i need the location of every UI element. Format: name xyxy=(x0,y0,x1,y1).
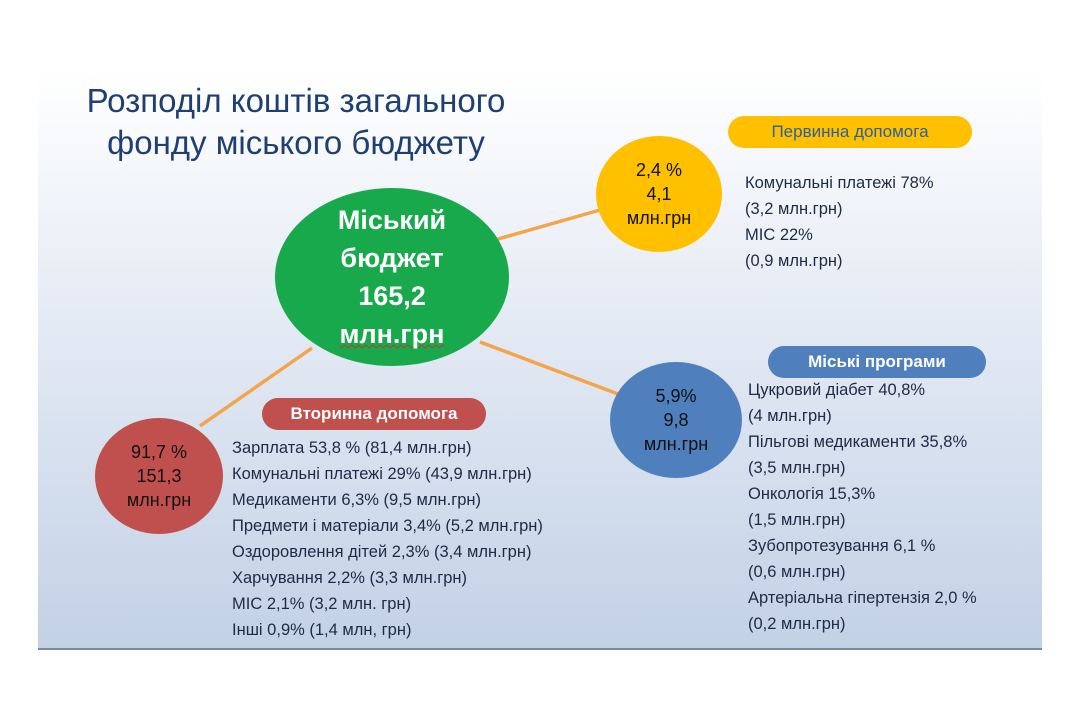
primary-care-circle xyxy=(596,136,722,252)
list-item: (3,5 млн.грн) xyxy=(748,459,846,477)
primary-care-label: Первинна допомога xyxy=(728,116,972,148)
title-line-1: Розподіл коштів загального xyxy=(86,82,506,119)
list-item: Харчування 2,2% (3,3 млн.грн) xyxy=(232,569,468,587)
list-item: (1,5 млн.грн) xyxy=(748,511,846,529)
secondary-amount: 151,3 xyxy=(136,466,182,486)
programs-percent: 5,9% xyxy=(655,386,697,406)
list-item: Пільгові медикаменти 35,8% xyxy=(748,433,968,451)
list-item: Комунальні платежі 29% (43,9 млн.грн) xyxy=(232,465,532,483)
secondary-care-list xyxy=(232,435,543,643)
list-item: Інші 0,9% (1,4 млн, грн) xyxy=(232,621,412,639)
secondary-unit: млн.грн xyxy=(126,490,192,510)
center-line-1: Міський xyxy=(337,205,447,235)
list-item: Комунальні платежі 78% xyxy=(745,174,934,192)
list-item: Предмети і матеріали 3,4% (5,2 млн.грн) xyxy=(232,517,543,535)
primary-unit: млн.грн xyxy=(626,208,692,228)
city-programs-label: Міські програми xyxy=(768,346,986,378)
list-item: Зубопротезування 6,1 % xyxy=(748,537,936,555)
list-item: Оздоровлення дітей 2,3% (3,4 млн.грн) xyxy=(232,543,532,561)
primary-amount: 4,1 xyxy=(646,184,672,204)
secondary-care-circle xyxy=(95,418,223,534)
programs-unit: млн.грн xyxy=(643,434,709,454)
city-budget-circle xyxy=(275,188,509,366)
center-line-4: млн.грн xyxy=(339,319,445,349)
programs-amount: 9,8 xyxy=(663,410,689,430)
list-item: (0,6 млн.грн) xyxy=(748,563,846,581)
list-item: (0,9 млн.грн) xyxy=(745,252,843,270)
list-item: МІС 22% xyxy=(745,226,813,244)
list-item: (4 млн.грн) xyxy=(748,407,832,425)
secondary-care-label: Вторинна допомога xyxy=(262,398,486,430)
city-programs-circle xyxy=(610,362,742,478)
list-item: (0,2 млн.грн) xyxy=(748,615,846,633)
primary-care-list xyxy=(745,170,934,274)
connector-programs xyxy=(480,342,618,394)
list-item: (3,2 млн.грн) xyxy=(745,200,843,218)
center-line-3: 165,2 xyxy=(358,281,426,311)
connector-primary xyxy=(498,210,600,239)
primary-percent: 2,4 % xyxy=(635,160,683,180)
list-item: Онкологія 15,3% xyxy=(748,485,876,503)
list-item: Зарплата 53,8 % (81,4 млн.грн) xyxy=(232,439,472,457)
list-item: Артеріальна гіпертензія 2,0 % xyxy=(748,589,977,607)
center-line-2: бюджет xyxy=(340,243,444,273)
slide xyxy=(38,70,1042,650)
title-line-2: фонду міського бюджету xyxy=(107,124,485,161)
list-item: Медикаменти 6,3% (9,5 млн.грн) xyxy=(232,491,482,509)
list-item: Цукровий діабет 40,8% xyxy=(748,381,926,399)
city-programs-list xyxy=(748,377,977,637)
secondary-percent: 91,7 % xyxy=(130,442,188,462)
list-item: МІС 2,1% (3,2 млн. грн) xyxy=(232,595,412,613)
